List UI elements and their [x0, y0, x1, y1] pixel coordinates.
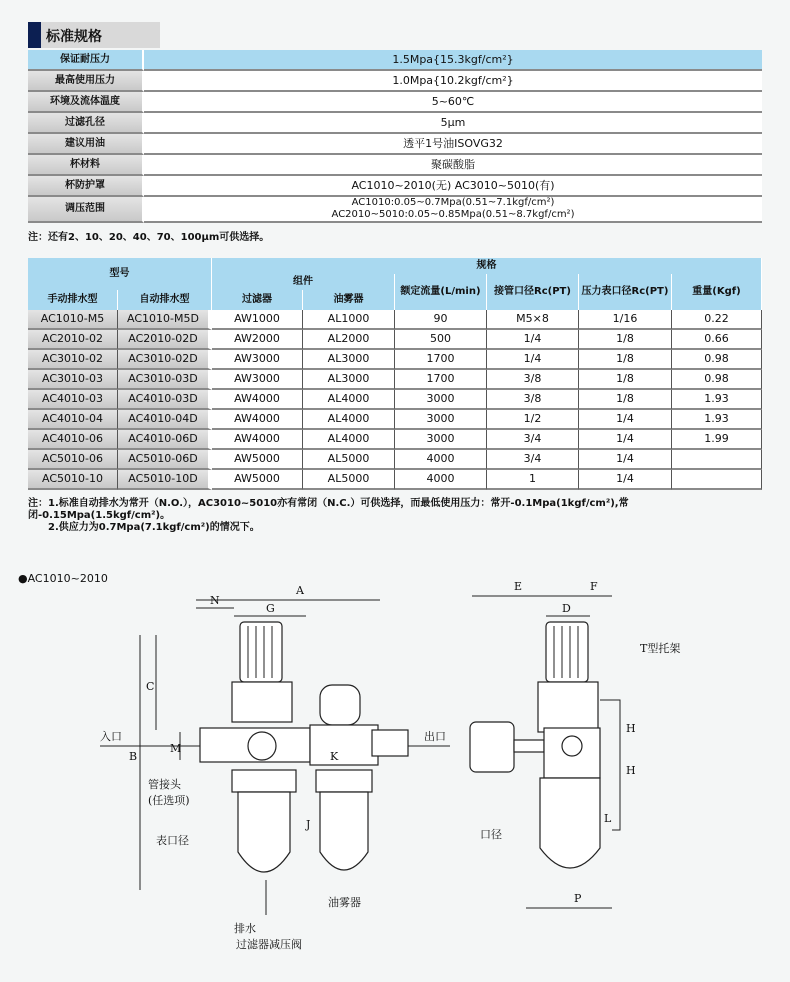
drain-note: 注：1.标准自动排水为常开（N.O.），AC3010~5010亦有常闭（N.C.）可供选择，而最低使用压力：常开-0.1Mpa(1kgf/cm²),常闭-0.15Mpa(1.5kgf/cm²)。 — [28, 498, 629, 521]
title-marker — [28, 22, 41, 48]
model-row — [28, 450, 762, 470]
spec-label: 保证耐压力 — [28, 50, 144, 71]
model-cell: AC1010-M5D — [118, 310, 212, 330]
model-cell: 1/2 — [487, 410, 579, 430]
model-cell: 1700 — [395, 350, 487, 370]
drawing-title: ●AC1010~2010 — [18, 572, 108, 585]
model-cell: 1/4 — [579, 430, 672, 450]
model-cell: 4000 — [395, 470, 487, 490]
spec-value-text: 5~60℃ — [431, 95, 475, 108]
spec-value — [144, 113, 762, 134]
dimension-label: P — [574, 892, 582, 905]
model-cell: AW4000 — [212, 390, 303, 410]
col-port: 接管口径Rc(PT) — [487, 274, 579, 310]
spec-value — [144, 92, 762, 113]
model-cell: 3/4 — [487, 450, 579, 470]
model-cell: AW4000 — [212, 430, 303, 450]
dimension-label: L — [604, 812, 612, 825]
model-cell: 1/8 — [579, 330, 672, 350]
model-cell: AL4000 — [303, 390, 395, 410]
model-cell: 3000 — [395, 430, 487, 450]
spec-value-text: 聚碳酸脂 — [431, 158, 475, 171]
spec-label: 杯材料 — [28, 155, 144, 176]
spec-value — [144, 134, 762, 155]
spec-label: 杯防护罩 — [28, 176, 144, 197]
model-cell: AC4010-04 — [28, 410, 118, 430]
dimension-label: D — [562, 602, 571, 615]
dimension-label: 表口径 — [156, 834, 189, 847]
front-view — [100, 584, 450, 951]
header-component: 组件 — [212, 274, 395, 290]
model-cell: AW5000 — [212, 470, 303, 490]
model-cell: AC5010-06 — [28, 450, 118, 470]
spec-row — [28, 113, 762, 134]
dimension-label: C — [146, 680, 155, 693]
model-row — [28, 370, 762, 390]
model-cell: AL1000 — [303, 310, 395, 330]
model-cell: AC4010-04D — [118, 410, 212, 430]
model-cell: 500 — [395, 330, 487, 350]
model-cell: AL4000 — [303, 410, 395, 430]
dimension-label: 口径 — [480, 828, 502, 841]
dimension-label: T型托架 — [640, 642, 681, 655]
model-cell: 1/4 — [487, 350, 579, 370]
model-cell: 0.22 — [672, 310, 762, 330]
model-row — [28, 390, 762, 410]
model-cell: 1/8 — [579, 370, 672, 390]
col-flow: 额定流量(L/min) — [395, 274, 487, 310]
model-cell: AC3010-03 — [28, 370, 118, 390]
model-cell: AC5010-10D — [118, 470, 212, 490]
dimension-label: N — [210, 594, 220, 607]
dimension-label: 过滤器减压阀 — [236, 938, 302, 951]
dimension-label: K — [330, 750, 339, 763]
model-cell: 3/4 — [487, 430, 579, 450]
dimension-label: F — [590, 580, 598, 593]
spec-row — [28, 92, 762, 113]
model-cell: 4000 — [395, 450, 487, 470]
model-cell: AC1010-M5 — [28, 310, 118, 330]
section-title-text: 标准规格 — [46, 29, 102, 45]
col-manual: 手动排水型 — [28, 290, 118, 310]
model-cell: 0.66 — [672, 330, 762, 350]
spec-label: 过滤孔径 — [28, 113, 144, 134]
standard-spec-table — [28, 50, 762, 223]
model-cell: AC4010-06D — [118, 430, 212, 450]
spec-value-text: AC1010:0.05~0.7Mpa(0.51~7.1kgf/cm²) — [351, 197, 555, 208]
model-row — [28, 410, 762, 430]
model-cell: AW3000 — [212, 350, 303, 370]
model-cell: 1/4 — [579, 410, 672, 430]
spec-row — [28, 71, 762, 92]
header-spec: 规格 — [212, 258, 762, 274]
spec-value-text: 5μm — [440, 116, 466, 129]
model-cell: 3000 — [395, 390, 487, 410]
model-cell: AL2000 — [303, 330, 395, 350]
model-cell: 1 — [487, 470, 579, 490]
spec-row — [28, 50, 762, 71]
model-cell: 1/4 — [579, 470, 672, 490]
spec-value-text: 1.5Mpa{15.3kgf/cm²} — [392, 53, 514, 66]
col-lubricator: 油雾器 — [303, 290, 395, 310]
dimension-label: 入口 — [100, 730, 122, 743]
table-notes — [28, 498, 762, 534]
pressure-note: 2.供应力为0.7Mpa(7.1kgf/cm²)的情况下。 — [48, 522, 260, 533]
model-cell: 0.98 — [672, 370, 762, 390]
spec-row — [28, 176, 762, 197]
model-cell — [672, 470, 762, 490]
spec-value — [144, 176, 762, 197]
model-cell: AL3000 — [303, 370, 395, 390]
model-cell: AC4010-03 — [28, 390, 118, 410]
dimension-label: J — [306, 818, 311, 831]
col-gauge: 压力表口径Rc(PT) — [579, 274, 672, 310]
model-cell: 1/4 — [487, 330, 579, 350]
model-cell: AW5000 — [212, 450, 303, 470]
model-row — [28, 350, 762, 370]
spec-value — [144, 197, 762, 223]
model-cell: 1.93 — [672, 410, 762, 430]
spec-value-text-2: AC2010~5010:0.05~0.85Mpa(0.51~8.7kgf/cm²) — [331, 209, 575, 220]
col-filter: 过滤器 — [212, 290, 303, 310]
filter-note: 注：还有2、10、20、40、70、100μm可供选择。 — [28, 232, 270, 243]
model-cell: AC4010-06 — [28, 430, 118, 450]
model-cell: AC5010-06D — [118, 450, 212, 470]
spec-value — [144, 155, 762, 176]
dimension-drawing — [0, 560, 790, 982]
model-cell: AC3010-03D — [118, 370, 212, 390]
dimension-label: A — [296, 584, 304, 597]
model-cell: 1/4 — [579, 450, 672, 470]
spec-value-text: 透平1号油ISOVG32 — [403, 137, 503, 150]
model-cell: AW1000 — [212, 310, 303, 330]
spec-value-text: AC1010~2010(无) AC3010~5010(有) — [351, 179, 555, 192]
col-weight: 重量(Kgf) — [672, 274, 762, 310]
model-cell: AW4000 — [212, 410, 303, 430]
model-table — [28, 258, 762, 490]
dimension-label: E — [514, 580, 523, 593]
model-cell: AC4010-03D — [118, 390, 212, 410]
spec-row — [28, 197, 762, 223]
model-cell: AC5010-10 — [28, 470, 118, 490]
dimension-label: 油雾器 — [328, 896, 361, 909]
spec-label: 建议用油 — [28, 134, 144, 155]
model-cell: M5×8 — [487, 310, 579, 330]
dimension-label: H — [626, 722, 636, 735]
spec-row — [28, 155, 762, 176]
model-cell: AL4000 — [303, 430, 395, 450]
dimension-label: M — [170, 742, 182, 755]
dimension-label: B — [129, 750, 138, 763]
model-cell: AL3000 — [303, 350, 395, 370]
model-cell: 3/8 — [487, 370, 579, 390]
model-cell: AC2010-02 — [28, 330, 118, 350]
model-cell: 1/16 — [579, 310, 672, 330]
spec-value — [144, 71, 762, 92]
model-cell: AC2010-02D — [118, 330, 212, 350]
spec-value — [144, 50, 762, 71]
model-row — [28, 470, 762, 490]
dimension-label: H — [626, 764, 636, 777]
model-cell: 1700 — [395, 370, 487, 390]
header-model: 型号 — [28, 258, 212, 290]
model-cell: AC3010-02 — [28, 350, 118, 370]
dimension-label: G — [266, 602, 275, 615]
section-title — [28, 22, 160, 48]
dimension-label: 管接头 — [148, 778, 181, 791]
spec-row — [28, 134, 762, 155]
model-cell: 90 — [395, 310, 487, 330]
spec-label: 环境及流体温度 — [28, 92, 144, 113]
spec-value-text: 1.0Mpa{10.2kgf/cm²} — [392, 74, 514, 87]
model-cell: 3/8 — [487, 390, 579, 410]
model-cell: 1.93 — [672, 390, 762, 410]
model-cell: 0.98 — [672, 350, 762, 370]
dimension-label: 出口 — [424, 730, 446, 743]
model-cell: AL5000 — [303, 450, 395, 470]
side-view — [470, 580, 680, 908]
model-cell: 1/8 — [579, 390, 672, 410]
model-cell — [672, 450, 762, 470]
col-auto: 自动排水型 — [118, 290, 212, 310]
model-cell: AL5000 — [303, 470, 395, 490]
dimension-label: 排水 — [234, 922, 256, 935]
spec-label: 调压范围 — [28, 197, 144, 223]
model-row — [28, 310, 762, 330]
spec-label: 最高使用压力 — [28, 71, 144, 92]
model-cell: AW2000 — [212, 330, 303, 350]
model-cell: AC3010-02D — [118, 350, 212, 370]
model-cell: 1.99 — [672, 430, 762, 450]
model-row — [28, 330, 762, 350]
model-cell: 1/8 — [579, 350, 672, 370]
model-cell: AW3000 — [212, 370, 303, 390]
model-row — [28, 430, 762, 450]
model-cell: 3000 — [395, 410, 487, 430]
dimension-label: (任选项) — [148, 794, 190, 807]
